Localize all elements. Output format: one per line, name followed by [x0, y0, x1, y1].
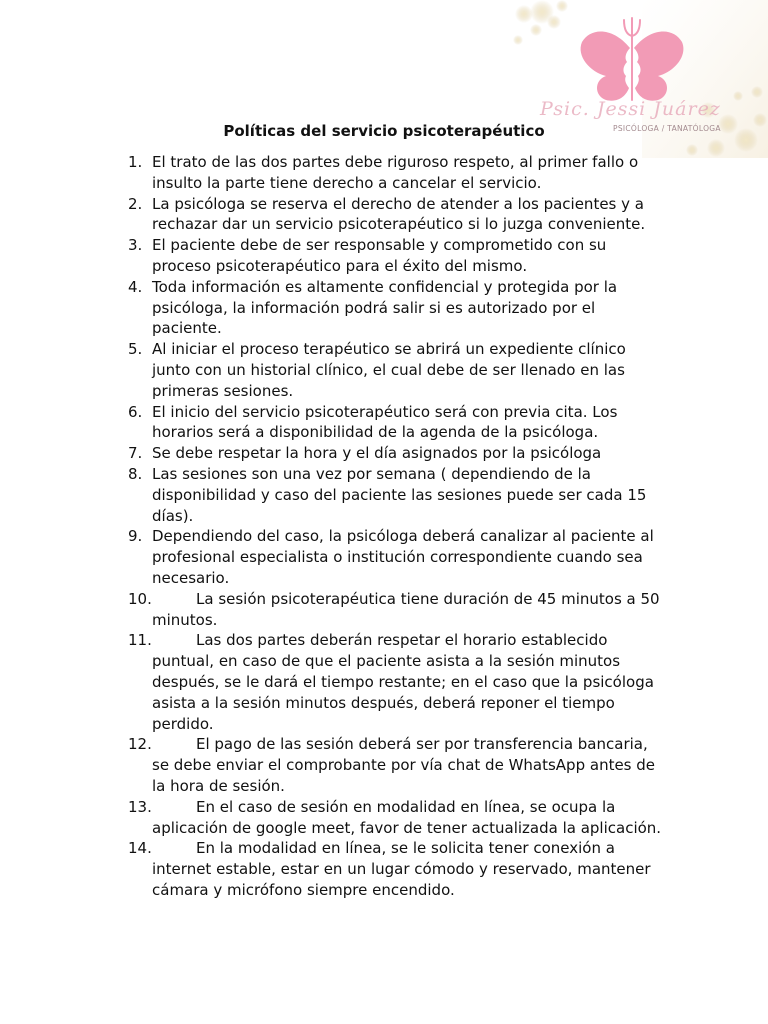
list-number: 11. [128, 631, 152, 650]
list-item [0, 277, 664, 339]
document-title: Políticas del servicio psicoterapéutico [223, 122, 545, 140]
list-number: 8. [128, 464, 143, 483]
list-number: 13. [128, 797, 152, 816]
list-item [0, 402, 664, 444]
logo-subtitle: PSICÓLOGA / TANATÓLOGA [613, 124, 721, 133]
list-item [0, 630, 664, 734]
list-text: Al iniciar el proceso terapéutico se abrirá un expediente clínico junto con un historial clínico, el cual debe de ser llenado en las primeras sesiones. [152, 340, 626, 400]
list-text: Las dos partes deberán respetar el horario establecido puntual, en caso de que el paciente asista a la sesión minutos después, se le dará el tiempo restante; en el caso que la psicóloga asista a la sesión minutos después, deberá reponer el tiempo perdido. [152, 631, 654, 733]
list-number: 7. [128, 444, 143, 463]
list-number: 9. [128, 527, 143, 546]
list-item [0, 464, 664, 526]
list-text: En el caso de sesión en modalidad en línea, se ocupa la aplicación de google meet, favor de tener actualizada la aplicación. [152, 797, 662, 837]
list-number: 14. [128, 839, 152, 858]
list-item [0, 838, 664, 900]
list-number: 3. [128, 236, 143, 255]
list-text: Se debe respetar la hora y el día asignados por la psicóloga [152, 444, 602, 463]
list-item [0, 339, 664, 401]
list-text: El trato de las dos partes debe riguroso respeto, al primer fallo o insulto la parte tiene derecho a cancelar el servicio. [152, 153, 639, 192]
list-item [0, 734, 664, 796]
list-item [0, 152, 664, 194]
list-text: La sesión psicoterapéutica tiene duración de 45 minutos a 50 minutos. [152, 589, 660, 629]
list-text: El inicio del servicio psicoterapéutico será con previa cita. Los horarios será a disponibilidad de la agenda de la psicóloga. [152, 402, 618, 442]
list-item [0, 526, 664, 588]
list-text: El paciente debe de ser responsable y comprometido con su proceso psicoterapéutico para el éxito del mismo. [152, 236, 607, 275]
list-number: 6. [128, 402, 143, 421]
list-item [0, 235, 664, 277]
list-text: La psicóloga se reserva el derecho de atender a los pacientes y a rechazar dar un servicio psicoterapéutico si lo juzga conveniente. [152, 194, 646, 234]
list-text: Dependiendo del caso, la psicóloga deberá canalizar al paciente al profesional especialista o institución correspondiente cuando sea necesario. [152, 527, 654, 587]
list-number: 5. [128, 340, 143, 359]
list-number: 4. [128, 277, 143, 296]
list-number: 2. [128, 194, 143, 213]
logo-script-name: Psic. Jessi Juárez [540, 98, 721, 120]
policy-list [0, 152, 768, 901]
list-text: Toda información es altamente confidencial y protegida por la psicóloga, la información podrá salir si es autorizado por el paciente. [152, 277, 618, 338]
list-item [0, 589, 664, 631]
list-item [0, 194, 664, 236]
list-item [0, 443, 664, 464]
list-text: Las sesiones son una vez por semana ( dependiendo de la disponibilidad y caso del paciente las sesiones puede ser cada 15 días). [152, 464, 647, 525]
list-number: 1. [128, 153, 143, 171]
list-number: 10. [128, 589, 152, 608]
list-text: El pago de las sesión deberá ser por transferencia bancaria, se debe enviar el comprobante por vía chat de WhatsApp antes de la hora de sesión. [152, 735, 656, 795]
list-text: En la modalidad en línea, se le solicita tener conexión a internet estable, estar en un lugar cómodo y reservado, mantener cámara y micrófono siempre encendido. [152, 839, 651, 899]
list-item [0, 797, 664, 839]
list-number: 12. [128, 735, 152, 754]
